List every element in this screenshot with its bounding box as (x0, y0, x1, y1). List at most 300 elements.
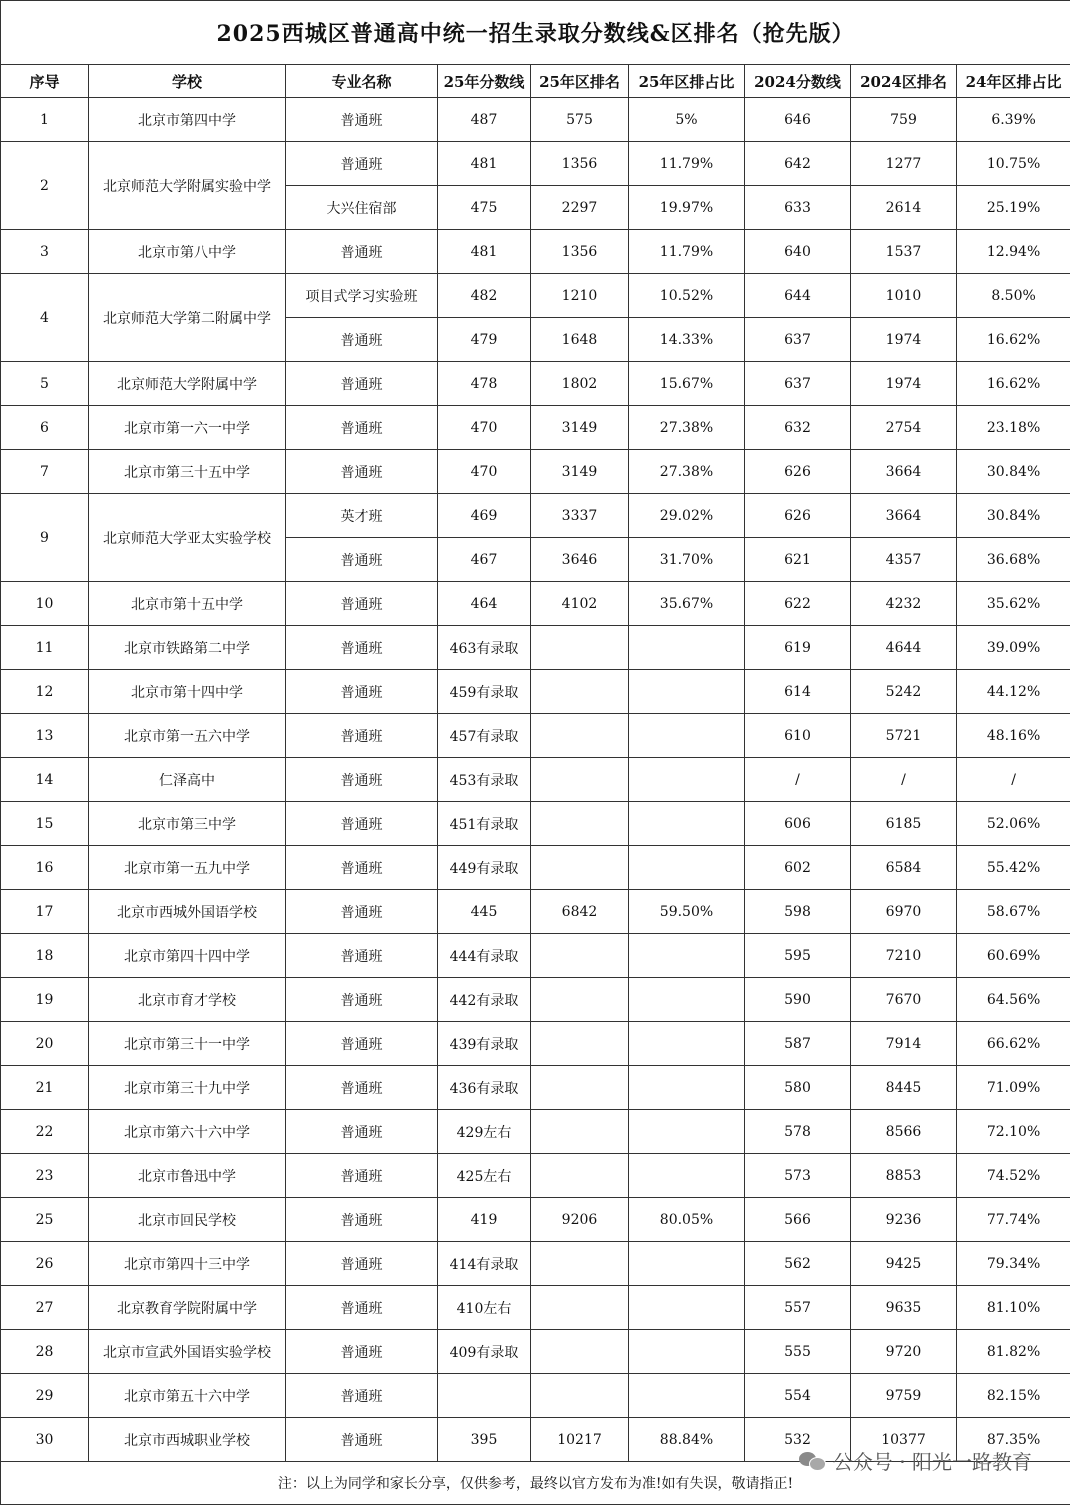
score-2024-cell: 590 (745, 978, 851, 1022)
score-2025-cell: 481 (438, 142, 531, 186)
score-2025-cell: 453有录取 (438, 758, 531, 802)
table-row (1, 274, 1070, 318)
ratio-2024-cell: 77.74% (957, 1198, 1070, 1242)
ratio-2025-cell (629, 670, 745, 714)
rank-2025-cell (531, 846, 629, 890)
watermark (799, 1446, 1032, 1475)
school-name-cell: 北京市第三十五中学 (89, 450, 286, 494)
ratio-2025-cell (629, 802, 745, 846)
index-cell: 29 (1, 1374, 89, 1418)
score-2025-cell (438, 1374, 531, 1418)
ratio-2025-cell: 35.67% (629, 582, 745, 626)
table-row (1, 230, 1070, 274)
index-cell: 13 (1, 714, 89, 758)
school-name-cell: 北京师范大学亚太实验学校 (89, 494, 286, 582)
rank-2024-cell: 7914 (851, 1022, 957, 1066)
school-name-cell: 北京师范大学附属实验中学 (89, 142, 286, 230)
index-cell: 25 (1, 1198, 89, 1242)
rank-2024-cell: / (851, 758, 957, 802)
rank-2025-cell (531, 1110, 629, 1154)
score-2025-cell: 451有录取 (438, 802, 531, 846)
score-2025-cell: 481 (438, 230, 531, 274)
program-cell: 普通班 (286, 758, 438, 802)
school-name-cell: 北京市回民学校 (89, 1198, 286, 1242)
table-row (1, 1022, 1070, 1066)
score-2025-cell: 482 (438, 274, 531, 318)
program-cell: 英才班 (286, 494, 438, 538)
score-2024-cell: 614 (745, 670, 851, 714)
score-2024-cell: 598 (745, 890, 851, 934)
rank-2024-cell: 1010 (851, 274, 957, 318)
rank-2025-cell: 3149 (531, 450, 629, 494)
table-row (1, 1066, 1070, 1110)
score-2024-cell: 626 (745, 494, 851, 538)
ratio-2024-cell: 66.62% (957, 1022, 1070, 1066)
ratio-2024-cell: 60.69% (957, 934, 1070, 978)
ratio-2024-cell: 12.94% (957, 230, 1070, 274)
program-cell: 普通班 (286, 142, 438, 186)
score-2024-cell: 595 (745, 934, 851, 978)
rank-2024-cell: 6970 (851, 890, 957, 934)
score-2025-cell: 419 (438, 1198, 531, 1242)
rank-2025-cell: 1356 (531, 230, 629, 274)
score-2024-cell: 573 (745, 1154, 851, 1198)
table-row (1, 1286, 1070, 1330)
rank-2025-cell: 2297 (531, 186, 629, 230)
table-row (1, 1330, 1070, 1374)
rank-2025-cell (531, 934, 629, 978)
school-name-cell: 北京市第四十四中学 (89, 934, 286, 978)
ratio-2025-cell (629, 1066, 745, 1110)
ratio-2024-cell: 16.62% (957, 318, 1070, 362)
school-name-cell: 北京市鲁迅中学 (89, 1154, 286, 1198)
rank-2024-cell: 8853 (851, 1154, 957, 1198)
rank-2025-cell: 1802 (531, 362, 629, 406)
school-name-cell: 北京市第四中学 (89, 98, 286, 142)
index-cell: 17 (1, 890, 89, 934)
index-cell: 5 (1, 362, 89, 406)
ratio-2025-cell: 27.38% (629, 450, 745, 494)
index-cell: 1 (1, 98, 89, 142)
ratio-2025-cell: 27.38% (629, 406, 745, 450)
index-cell: 6 (1, 406, 89, 450)
score-2025-cell: 445 (438, 890, 531, 934)
ratio-2025-cell (629, 758, 745, 802)
ratio-2024-cell: 58.67% (957, 890, 1070, 934)
ratio-2024-cell: 72.10% (957, 1110, 1070, 1154)
score-2024-cell: 554 (745, 1374, 851, 1418)
index-cell: 7 (1, 450, 89, 494)
rank-2024-cell: 6584 (851, 846, 957, 890)
school-name-cell: 仁泽高中 (89, 758, 286, 802)
score-2024-cell: 621 (745, 538, 851, 582)
program-cell: 普通班 (286, 890, 438, 934)
program-cell: 普通班 (286, 714, 438, 758)
score-2024-cell: 587 (745, 1022, 851, 1066)
school-name-cell: 北京师范大学附属中学 (89, 362, 286, 406)
footnote: 注：以上为同学和家长分享，仅供参考，最终以官方发布为准!如有失误，敬请指正! (1, 1462, 1070, 1505)
rank-2024-cell: 759 (851, 98, 957, 142)
program-cell: 普通班 (286, 1286, 438, 1330)
table-row (1, 846, 1070, 890)
table-row (1, 494, 1070, 538)
rank-2024-cell: 6185 (851, 802, 957, 846)
rank-2025-cell (531, 1154, 629, 1198)
ratio-2024-cell: 36.68% (957, 538, 1070, 582)
table-row (1, 802, 1070, 846)
program-cell: 普通班 (286, 1242, 438, 1286)
ratio-2025-cell (629, 846, 745, 890)
score-2024-cell: 610 (745, 714, 851, 758)
program-cell: 普通班 (286, 538, 438, 582)
school-name-cell: 北京市第三十九中学 (89, 1066, 286, 1110)
score-2025-cell: 425左右 (438, 1154, 531, 1198)
score-2025-cell: 442有录取 (438, 978, 531, 1022)
table-body (1, 98, 1070, 1462)
score-2024-cell: 602 (745, 846, 851, 890)
ratio-2025-cell (629, 1154, 745, 1198)
school-name-cell: 北京市第十五中学 (89, 582, 286, 626)
program-cell: 普通班 (286, 1110, 438, 1154)
score-2025-cell: 470 (438, 406, 531, 450)
index-cell: 11 (1, 626, 89, 670)
index-cell: 20 (1, 1022, 89, 1066)
index-cell: 9 (1, 494, 89, 582)
rank-2025-cell: 4102 (531, 582, 629, 626)
rank-2024-cell: 1537 (851, 230, 957, 274)
program-cell: 普通班 (286, 934, 438, 978)
ratio-2024-cell: 48.16% (957, 714, 1070, 758)
ratio-2024-cell: 39.09% (957, 626, 1070, 670)
table-row (1, 758, 1070, 802)
score-2024-cell: 555 (745, 1330, 851, 1374)
score-2025-cell: 414有录取 (438, 1242, 531, 1286)
rank-2025-cell (531, 1022, 629, 1066)
rank-2024-cell: 1974 (851, 318, 957, 362)
score-2025-cell: 444有录取 (438, 934, 531, 978)
ratio-2025-cell: 10.52% (629, 274, 745, 318)
index-cell: 19 (1, 978, 89, 1022)
score-2024-cell: 637 (745, 318, 851, 362)
rank-2024-cell: 4644 (851, 626, 957, 670)
table-row (1, 450, 1070, 494)
ratio-2024-cell: 44.12% (957, 670, 1070, 714)
ratio-2024-cell: 16.62% (957, 362, 1070, 406)
score-2024-cell: 632 (745, 406, 851, 450)
score-2025-cell: 467 (438, 538, 531, 582)
rank-2024-cell: 4232 (851, 582, 957, 626)
rank-2024-cell: 1974 (851, 362, 957, 406)
rank-2024-cell: 9759 (851, 1374, 957, 1418)
program-cell: 普通班 (286, 318, 438, 362)
ratio-2024-cell: 71.09% (957, 1066, 1070, 1110)
score-2024-cell: 532 (745, 1418, 851, 1462)
rank-2024-cell: 9635 (851, 1286, 957, 1330)
table-row (1, 582, 1070, 626)
score-2025-cell: 478 (438, 362, 531, 406)
column-header: 专业名称 (286, 65, 438, 98)
ratio-2024-cell: 30.84% (957, 494, 1070, 538)
ratio-2024-cell: 6.39% (957, 98, 1070, 142)
score-2025-cell: 464 (438, 582, 531, 626)
index-cell: 14 (1, 758, 89, 802)
wechat-icon (799, 1450, 825, 1472)
index-cell: 2 (1, 142, 89, 230)
table-row (1, 890, 1070, 934)
table-row (1, 1198, 1070, 1242)
school-name-cell: 北京师范大学第二附属中学 (89, 274, 286, 362)
rank-2024-cell: 1277 (851, 142, 957, 186)
column-header: 25年区排占比 (629, 65, 745, 98)
school-name-cell: 北京市第三中学 (89, 802, 286, 846)
school-name-cell: 北京市第六十六中学 (89, 1110, 286, 1154)
index-cell: 3 (1, 230, 89, 274)
score-2024-cell: 640 (745, 230, 851, 274)
rank-2024-cell: 2614 (851, 186, 957, 230)
ratio-2025-cell: 19.97% (629, 186, 745, 230)
rank-2024-cell: 10377 (851, 1418, 957, 1462)
ratio-2025-cell: 29.02% (629, 494, 745, 538)
score-2025-cell: 487 (438, 98, 531, 142)
ratio-2025-cell (629, 1022, 745, 1066)
column-header: 2024分数线 (745, 65, 851, 98)
table-row (1, 98, 1070, 142)
ratio-2025-cell (629, 1286, 745, 1330)
index-cell: 12 (1, 670, 89, 714)
rank-2025-cell (531, 1066, 629, 1110)
table-row (1, 934, 1070, 978)
ratio-2024-cell: 87.35% (957, 1418, 1070, 1462)
rank-2024-cell: 2754 (851, 406, 957, 450)
school-name-cell: 北京市第一五九中学 (89, 846, 286, 890)
program-cell: 普通班 (286, 98, 438, 142)
score-2025-cell: 449有录取 (438, 846, 531, 890)
score-2024-cell: 578 (745, 1110, 851, 1154)
score-2025-cell: 479 (438, 318, 531, 362)
score-2025-cell: 429左右 (438, 1110, 531, 1154)
ratio-2025-cell: 11.79% (629, 230, 745, 274)
rank-2025-cell (531, 1242, 629, 1286)
rank-2024-cell: 5242 (851, 670, 957, 714)
ratio-2025-cell: 88.84% (629, 1418, 745, 1462)
rank-2025-cell: 9206 (531, 1198, 629, 1242)
column-header: 学校 (89, 65, 286, 98)
rank-2024-cell: 9236 (851, 1198, 957, 1242)
score-2024-cell: 626 (745, 450, 851, 494)
rank-2025-cell: 1356 (531, 142, 629, 186)
score-2024-cell: 646 (745, 98, 851, 142)
watermark-text: 公众号 · 阳光一路教育 (832, 1450, 1032, 1474)
program-cell: 普通班 (286, 1154, 438, 1198)
rank-2025-cell (531, 758, 629, 802)
score-2025-cell: 457有录取 (438, 714, 531, 758)
ratio-2024-cell: 55.42% (957, 846, 1070, 890)
index-cell: 16 (1, 846, 89, 890)
program-cell: 普通班 (286, 1022, 438, 1066)
table-row (1, 626, 1070, 670)
ratio-2024-cell: 64.56% (957, 978, 1070, 1022)
ratio-2025-cell (629, 934, 745, 978)
score-2025-cell: 459有录取 (438, 670, 531, 714)
rank-2024-cell: 9425 (851, 1242, 957, 1286)
score-2025-cell: 475 (438, 186, 531, 230)
rank-2024-cell: 7670 (851, 978, 957, 1022)
program-cell: 大兴住宿部 (286, 186, 438, 230)
rank-2025-cell: 3646 (531, 538, 629, 582)
score-2024-cell: 606 (745, 802, 851, 846)
ratio-2024-cell: 52.06% (957, 802, 1070, 846)
rank-2025-cell: 3149 (531, 406, 629, 450)
ratio-2024-cell: 10.75% (957, 142, 1070, 186)
school-name-cell: 北京市第八中学 (89, 230, 286, 274)
rank-2025-cell (531, 1374, 629, 1418)
ratio-2024-cell: / (957, 758, 1070, 802)
ratio-2025-cell: 15.67% (629, 362, 745, 406)
rank-2025-cell (531, 978, 629, 1022)
program-cell: 普通班 (286, 802, 438, 846)
score-2025-cell: 469 (438, 494, 531, 538)
ratio-2025-cell: 5% (629, 98, 745, 142)
rank-2025-cell: 6842 (531, 890, 629, 934)
index-cell: 26 (1, 1242, 89, 1286)
score-2024-cell: 580 (745, 1066, 851, 1110)
ratio-2025-cell: 11.79% (629, 142, 745, 186)
rank-2025-cell: 10217 (531, 1418, 629, 1462)
rank-2024-cell: 8445 (851, 1066, 957, 1110)
program-cell: 项目式学习实验班 (286, 274, 438, 318)
score-2024-cell: 644 (745, 274, 851, 318)
rank-2025-cell (531, 1286, 629, 1330)
program-cell: 普通班 (286, 450, 438, 494)
program-cell: 普通班 (286, 1418, 438, 1462)
score-2025-cell: 410左右 (438, 1286, 531, 1330)
column-header: 24年区排占比 (957, 65, 1070, 98)
school-name-cell: 北京教育学院附属中学 (89, 1286, 286, 1330)
program-cell: 普通班 (286, 978, 438, 1022)
school-name-cell: 北京市铁路第二中学 (89, 626, 286, 670)
ratio-2024-cell: 35.62% (957, 582, 1070, 626)
score-2025-cell: 463有录取 (438, 626, 531, 670)
table-row (1, 714, 1070, 758)
ratio-2024-cell: 8.50% (957, 274, 1070, 318)
program-cell: 普通班 (286, 1066, 438, 1110)
index-cell: 23 (1, 1154, 89, 1198)
table-title: 2025西城区普通高中统一招生录取分数线&区排名（抢先版） (1, 1, 1070, 65)
index-cell: 10 (1, 582, 89, 626)
ratio-2025-cell (629, 714, 745, 758)
score-2025-cell: 409有录取 (438, 1330, 531, 1374)
index-cell: 22 (1, 1110, 89, 1154)
ratio-2024-cell: 74.52% (957, 1154, 1070, 1198)
score-2024-cell: / (745, 758, 851, 802)
score-2024-cell: 566 (745, 1198, 851, 1242)
column-header: 25年分数线 (438, 65, 531, 98)
index-cell: 28 (1, 1330, 89, 1374)
ratio-2025-cell (629, 978, 745, 1022)
rank-2024-cell: 9720 (851, 1330, 957, 1374)
column-header: 25年区排名 (531, 65, 629, 98)
school-name-cell: 北京市第十四中学 (89, 670, 286, 714)
program-cell: 普通班 (286, 230, 438, 274)
column-header: 序导 (1, 65, 89, 98)
score-2024-cell: 637 (745, 362, 851, 406)
rank-2024-cell: 4357 (851, 538, 957, 582)
index-cell: 21 (1, 1066, 89, 1110)
ratio-2025-cell (629, 1110, 745, 1154)
school-name-cell: 北京市第三十一中学 (89, 1022, 286, 1066)
ratio-2025-cell: 31.70% (629, 538, 745, 582)
program-cell: 普通班 (286, 406, 438, 450)
ratio-2025-cell: 59.50% (629, 890, 745, 934)
ratio-2025-cell (629, 626, 745, 670)
rank-2025-cell (531, 670, 629, 714)
rank-2025-cell (531, 714, 629, 758)
ratio-2025-cell (629, 1330, 745, 1374)
program-cell: 普通班 (286, 1198, 438, 1242)
ratio-2024-cell: 82.15% (957, 1374, 1070, 1418)
table-row (1, 142, 1070, 186)
rank-2024-cell: 5721 (851, 714, 957, 758)
index-cell: 30 (1, 1418, 89, 1462)
rank-2025-cell: 575 (531, 98, 629, 142)
score-2025-cell: 436有录取 (438, 1066, 531, 1110)
ratio-2024-cell: 81.82% (957, 1330, 1070, 1374)
program-cell: 普通班 (286, 362, 438, 406)
rank-2024-cell: 8566 (851, 1110, 957, 1154)
ratio-2025-cell (629, 1374, 745, 1418)
score-2024-cell: 619 (745, 626, 851, 670)
table-row (1, 1374, 1070, 1418)
rank-2025-cell (531, 626, 629, 670)
rank-2024-cell: 3664 (851, 450, 957, 494)
table-row (1, 362, 1070, 406)
rank-2025-cell: 1210 (531, 274, 629, 318)
table-row (1, 978, 1070, 1022)
rank-2025-cell (531, 802, 629, 846)
program-cell: 普通班 (286, 1374, 438, 1418)
table-row (1, 1110, 1070, 1154)
program-cell: 普通班 (286, 626, 438, 670)
score-2024-cell: 642 (745, 142, 851, 186)
ratio-2025-cell: 14.33% (629, 318, 745, 362)
score-2025-cell: 439有录取 (438, 1022, 531, 1066)
ratio-2025-cell (629, 1242, 745, 1286)
ratio-2024-cell: 23.18% (957, 406, 1070, 450)
index-cell: 4 (1, 274, 89, 362)
program-cell: 普通班 (286, 1330, 438, 1374)
score-2024-cell: 633 (745, 186, 851, 230)
school-name-cell: 北京市第一六一中学 (89, 406, 286, 450)
ratio-2024-cell: 25.19% (957, 186, 1070, 230)
ratio-2024-cell: 81.10% (957, 1286, 1070, 1330)
rank-2025-cell: 1648 (531, 318, 629, 362)
school-name-cell: 北京市第五十六中学 (89, 1374, 286, 1418)
index-cell: 27 (1, 1286, 89, 1330)
score-2025-cell: 395 (438, 1418, 531, 1462)
program-cell: 普通班 (286, 670, 438, 714)
table-row (1, 1154, 1070, 1198)
index-cell: 15 (1, 802, 89, 846)
table-row (1, 406, 1070, 450)
school-name-cell: 北京市第一五六中学 (89, 714, 286, 758)
column-header: 2024区排名 (851, 65, 957, 98)
rank-2025-cell (531, 1330, 629, 1374)
ratio-2024-cell: 30.84% (957, 450, 1070, 494)
school-name-cell: 北京市第四十三中学 (89, 1242, 286, 1286)
ratio-2025-cell: 80.05% (629, 1198, 745, 1242)
school-name-cell: 北京市育才学校 (89, 978, 286, 1022)
school-name-cell: 北京市西城职业学校 (89, 1418, 286, 1462)
